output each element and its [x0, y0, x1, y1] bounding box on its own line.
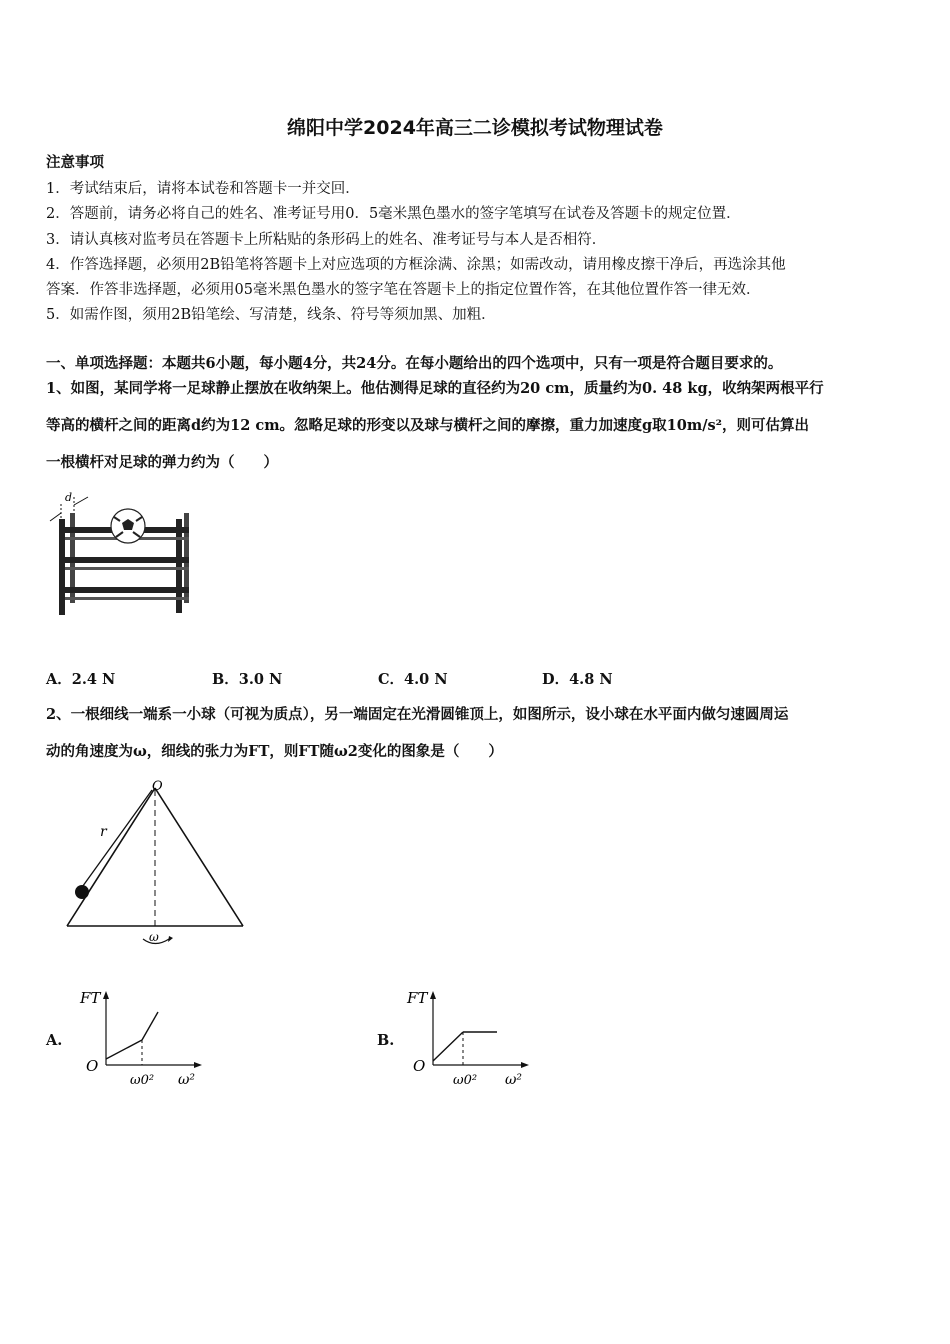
graph-a-origin: O [86, 1057, 99, 1075]
notice-item: 1．考试结束后，请将本试卷和答题卡一并交回． [46, 181, 360, 197]
graph-a-ylabel: FT [80, 989, 101, 1007]
notice-item: 2．答题前，请务必将自己的姓名、准考证号用0．5毫米黑色墨水的签字笔填写在试卷及答题卡的规定位置． [46, 206, 741, 222]
graph-a [78, 985, 208, 1095]
notice-item: 5．如需作图，须用2B铅笔绘、写清楚，线条、符号等须加黑、加粗． [46, 307, 496, 323]
notice-heading: 注意事项 [46, 154, 104, 171]
q1-text: 一根横杆对足球的弹力约为（ ） [46, 454, 278, 471]
graph-a-xlabel: ω² [178, 1072, 196, 1088]
graph-b [405, 985, 535, 1095]
graph-b-origin: O [413, 1057, 426, 1075]
q2-text: 2、一根细线一端系一小球（可视为质点），另一端固定在光滑圆锥顶上，如图所示，设小球在水平面内做匀速圆周运 [46, 706, 789, 723]
graph-b-xlabel: ω² [505, 1072, 523, 1088]
graph-a-tick: ω0² [130, 1073, 155, 1088]
q1-option-c: C．4.0 N [378, 671, 448, 688]
notice-item: 4．作答选择题，必须用2B铅笔将答题卡上对应选项的方框涂满、涂黑；如需改动，请用橡皮擦干净后，再选涂其他 [46, 257, 786, 273]
q1-option-b: B．3.0 N [212, 671, 283, 688]
graph-b-label: B. [377, 1032, 395, 1049]
apex-label: O [152, 779, 163, 794]
string-label: r [100, 824, 107, 840]
q2-text: 动的角速度为ω，细线的张力为FT，则FT随ω2变化的图象是（ ） [46, 743, 503, 760]
q2-cone-figure [55, 776, 255, 956]
notice-item: 3．请认真核对监考员在答题卡上所粘贴的条形码上的姓名、准考证号与本人是否相符． [46, 232, 607, 248]
q1-text: 等高的横杆之间的距离d约为12 cm。忽略足球的形变以及球与横杆之间的摩擦，重力加速度g取10m/s²，则可估算出 [46, 417, 810, 434]
notice-item: 答案．作答非选择题，必须用05毫米黑色墨水的签字笔在答题卡上的指定位置作答，在其他位置作答一律无效． [46, 282, 761, 298]
d-label: d [65, 491, 73, 504]
q1-text: 1、如图，某同学将一足球静止摆放在收纳架上。他估测得足球的直径约为20 cm，质量约为0. 48 kg，收纳架两根平行 [46, 380, 824, 397]
page-title: 绵阳中学2024年高三二诊模拟考试物理试卷 [287, 117, 663, 139]
graph-b-ylabel: FT [407, 989, 428, 1007]
q1-option-d: D．4.8 N [542, 671, 613, 688]
q1-option-a: A．2.4 N [46, 671, 116, 688]
omega-label: ω [149, 930, 159, 944]
section-heading: 一、单项选择题：本题共6小题，每小题4分，共24分。在每小题给出的四个选项中，只有一项是符合题目要求的。 [46, 355, 783, 372]
q1-rack-figure [44, 487, 204, 617]
graph-b-tick: ω0² [453, 1073, 478, 1088]
graph-a-label: A. [46, 1032, 63, 1049]
